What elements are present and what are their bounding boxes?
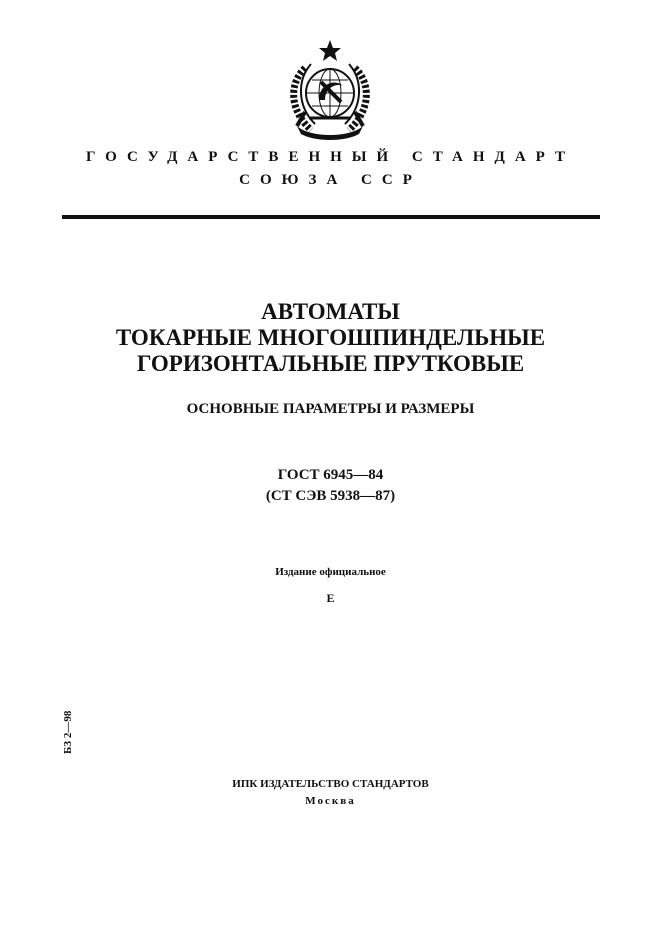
title-line-3: ГОРИЗОНТАЛЬНЫЕ ПРУТКОВЫЕ: [136, 351, 525, 376]
edition-letter: Е: [326, 591, 335, 605]
title-line-2: ТОКАРНЫЕ МНОГОШПИНДЕЛЬНЫЕ: [115, 325, 546, 350]
title-line-1: АВТОМАТЫ: [261, 299, 400, 324]
designation-block: [0, 465, 661, 507]
document-title: [0, 299, 661, 377]
publisher-city: Москва: [305, 795, 356, 807]
ussr-state-emblem-icon: [275, 38, 385, 142]
side-code: БЗ 2—98: [62, 710, 74, 754]
st-sev-number: (СТ СЭВ 5938—87): [265, 488, 396, 504]
document-subtitle: ОСНОВНЫЕ ПАРАМЕТРЫ И РАЗМЕРЫ: [186, 401, 475, 417]
header-divider: [62, 215, 600, 219]
gost-number: ГОСТ 6945—84: [277, 467, 384, 483]
publisher-name: ИПК ИЗДАТЕЛЬСТВО СТАНДАРТОВ: [232, 778, 429, 790]
standard-header-line1: ГОСУДАРСТВЕННЫЙ СТАНДАРТ: [85, 149, 576, 165]
standard-header-line2: СОЮЗА ССР: [239, 172, 422, 188]
edition-label: Издание официальное: [275, 566, 386, 578]
